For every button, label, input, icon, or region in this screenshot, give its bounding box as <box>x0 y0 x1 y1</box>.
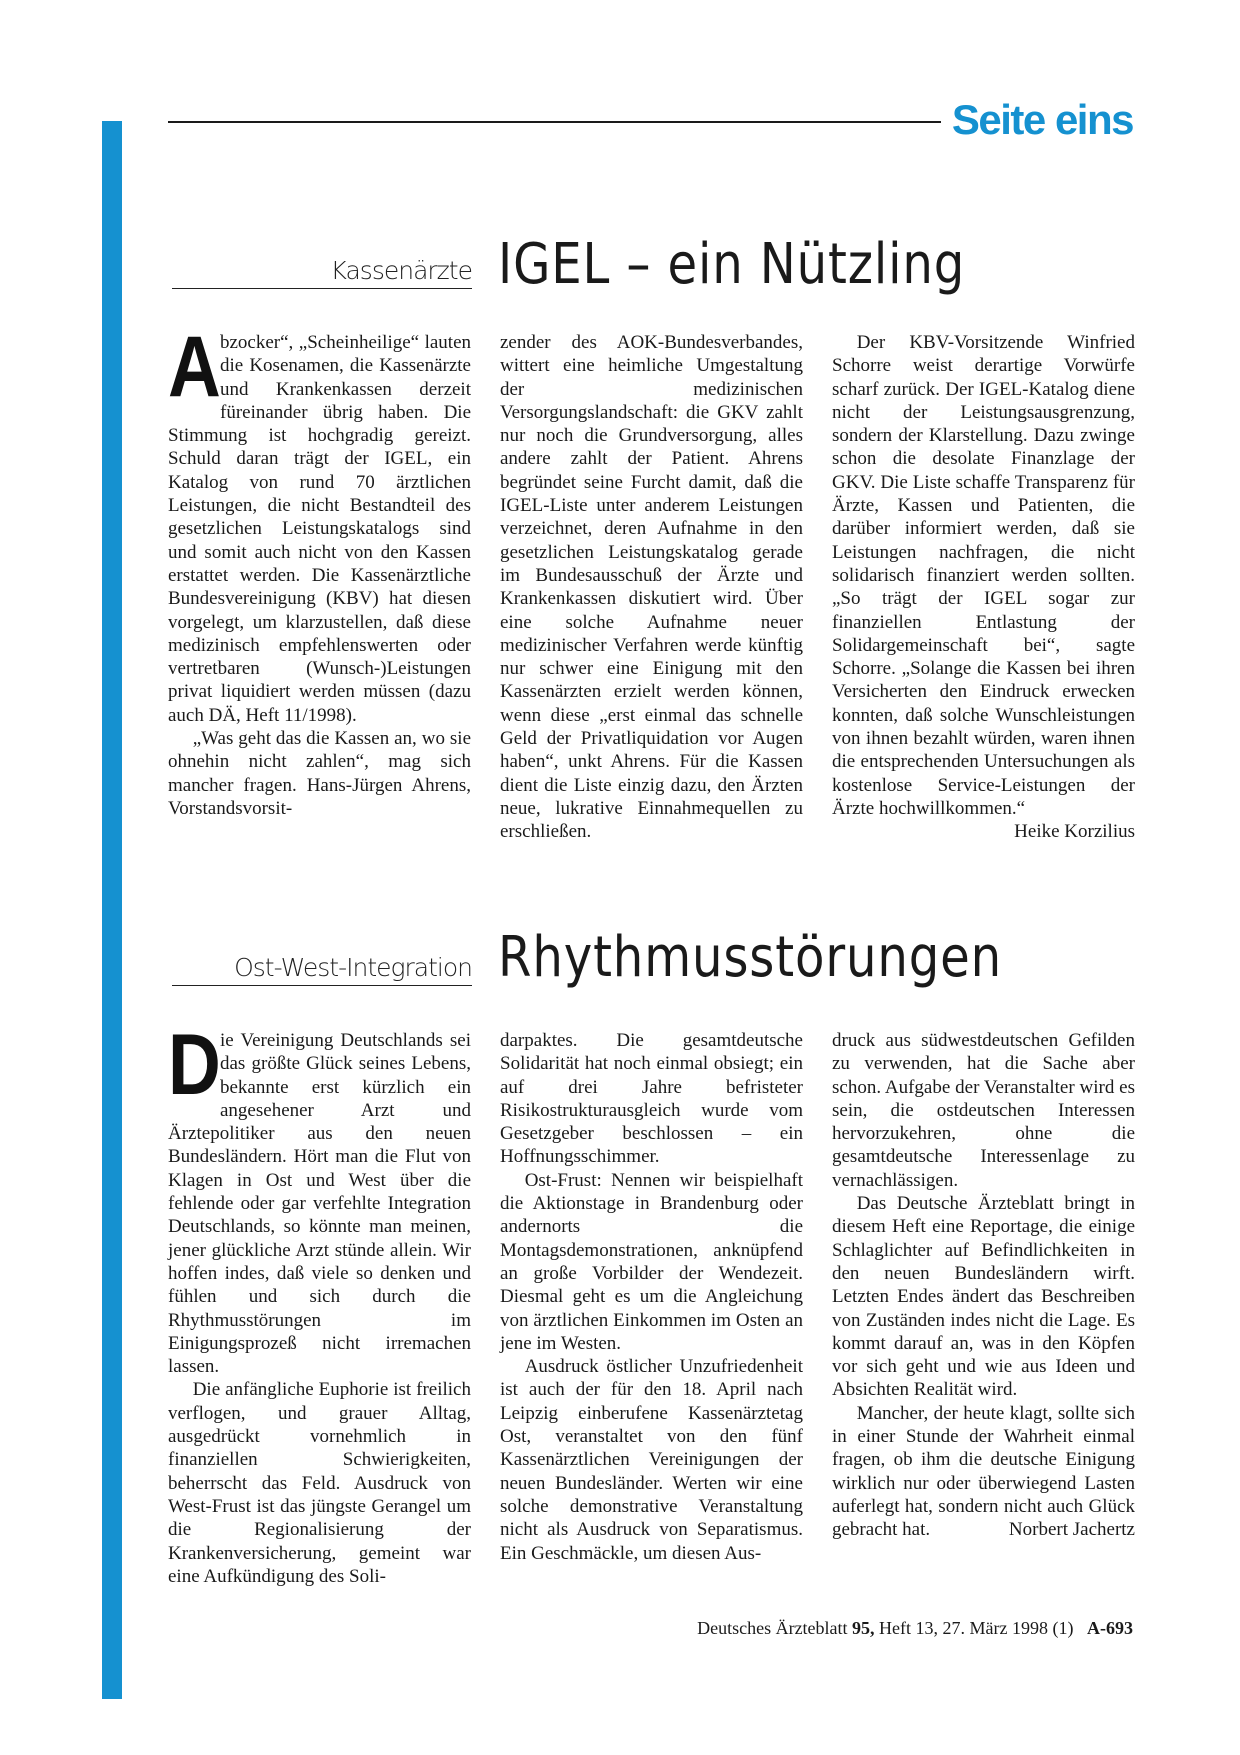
article2-paragraph: druck aus südwestdeutschen Gefilden zu verwenden, hat die Sache aber schon. Aufgabe der Veranstalter wird es sein, die ostdeutschen Interessen hervorzukehren, ohne die gesamtdeutsche Interessenlage zu vernachlässigen. <box>832 1030 1135 1191</box>
article2-paragraph: Das Deutsche Ärzteblatt bringt in diesem Heft eine Reportage, die einige Schlaglichter auf Befindlichkeiten in den neuen Bundesländern wirft. Letzten Endes ändert das Beschreiben von Zuständen indes nicht die Lage. Es kommt darauf an, was in den Köpfen vor sich geht und wie aus Ideen und Absichten Realität wird. <box>832 1193 1135 1401</box>
article1-column-3 <box>832 331 1135 844</box>
article1-headline: IGEL – ein Nützling <box>498 232 966 297</box>
article1-author: Heike Korzilius <box>1014 821 1135 843</box>
article2-headline: Rhythmusstörungen <box>498 925 1003 990</box>
article2-paragraph <box>832 1402 1135 1542</box>
article2-dropcap: D <box>168 1017 221 1113</box>
article1-paragraph: „Was geht das die Kassen an, wo sie ohnehin nicht zahlen“, mag sich mancher fragen. Hans-Jürgen Ahrens, Vorstandsvorsit- <box>168 728 471 819</box>
article2-col3-text: Mancher, der heute klagt, sollte sich in einer Stunde der Wahrheit einmal fragen, ob ihm die deutsche Einigung wirklich nur oder überwiegend Lasten auferlegt hat, sondern nicht auch Glück gebracht hat. <box>832 1402 1135 1541</box>
article2-kicker: Ost-West-Integration <box>172 953 472 986</box>
article1-column-1 <box>168 319 471 820</box>
footer-volume: 95, <box>852 1618 875 1638</box>
article1-paragraph: zender des AOK-Bundesverbandes, wittert eine heimliche Umgestaltung der medizinischen Versorgungslandschaft: die GKV zahlt nur noch die Grundversorgung, alles andere zahlt der Patient. Ahrens begründet seine Furcht damit, daß die IGEL-Liste unter anderem Leistungen verzeichnet, deren Aufnahme in den gesetzlichen Leistungskatalog gerade im Bundesausschuß der Ärzte und Krankenkassen diskutiert wird. Über eine solche Aufnahme neuer medizinischer Verfahren werde künftig nur schwer eine Einigung mit den Kassenärzten erzielt werden können, wenn diese „erst einmal das schnelle Geld der Privatliquidation vor Augen haben“, unkt Ahrens. Für die Kassen dient die Liste einzig dazu, den Ärzten neue, lukrative Einnahmequellen zu erschließen. <box>500 332 803 843</box>
article2-paragraph: Ost-Frust: Nennen wir beispielhaft die Aktionstage in Brandenburg oder andernorts die Montagsdemonstrationen, anknüpfend an große Vorbilder der Wendezeit. Diesmal geht es um die Angleichung von ärztlichen Einkommen im Osten an jene im Westen. <box>500 1169 803 1354</box>
article2-column-3 <box>832 1029 1135 1542</box>
page-footer <box>697 1618 1133 1639</box>
article1-dropcap: A <box>168 319 221 415</box>
article2-paragraph: Die anfängliche Euphorie ist freilich verflogen, und grauer Alltag, ausgedrückt vornehmlich in finanziellen Schwierigkeiten, beherrscht das Feld. Ausdruck von West-Frust ist das jüngste Gerangel um die Regionalisierung der Krankenversicherung, gemeint war eine Aufkündigung des Soli- <box>168 1379 471 1587</box>
article2-author: Norbert Jachertz <box>1008 1519 1135 1541</box>
article1-paragraph <box>168 319 471 727</box>
footer-page-number: A-693 <box>1087 1618 1133 1638</box>
footer-issue: Heft 13, 27. März 1998 (1) <box>879 1618 1074 1638</box>
article2-paragraph: darpaktes. Die gesamtdeutsche Solidarität hat noch einmal obsiegt; ein auf drei Jahre befristeter Risikostrukturausgleich wurde vom Gesetzgeber beschlossen – ein Hoffnungsschimmer. <box>500 1030 803 1168</box>
section-label: Seite eins <box>951 96 1133 143</box>
article1-kicker: Kassenärzte <box>172 256 472 289</box>
article2-paragraph <box>168 1017 471 1378</box>
footer-journal: Deutsches Ärzteblatt <box>697 1618 848 1638</box>
article1-column-2 <box>500 331 803 844</box>
header-rule <box>168 121 941 123</box>
article1-paragraph <box>832 331 1135 843</box>
article1-col1-text: bzocker“, „Scheinheilige“ lauten die Kosenamen, die Kassenärzte und Krankenkassen derzeit füreinander übrig haben. Die Stimmung ist hochgradig gereizt. Schuld daran trägt der IGEL, ein Katalog von rund 70 ärztlichen Leistungen, die nicht Bestandteil des gesetzlichen Leistungskatalogs sind und somit auch nicht von den Kassen erstattet werden. Die Kassenärztliche Bundesvereinigung (KBV) hat diesen vorgelegt, um klarzustellen, daß diese medizinisch empfehlenswerten oder vertretbaren (Wunsch-)Leistungen privat liquidiert werden müssen (dazu auch DÄ, Heft 11/1998). <box>168 332 471 726</box>
article2-column-2 <box>500 1029 803 1565</box>
article2-col1-text: ie Vereinigung Deutschlands sei das größte Glück seines Lebens, bekannte erst kürzlich ein angesehener Arzt und Ärztepolitiker aus den neuen Bundesländern. Hört man die Flut von Klagen in Ost und West über die fehlende oder gar verfehlte Integration Deutschlands, so könnte man meinen, jener glückliche Arzt stünde allein. Wir hoffen indes, daß viele so denken und fühlen und sich durch die Rhythmusstörungen im Einigungsprozeß nicht irremachen lassen. <box>168 1030 471 1378</box>
article2-paragraph: Ausdruck östlicher Unzufriedenheit ist auch der für den 18. April nach Leipzig einberufene Kassenärztetag Ost, veranstaltet von den fünf Kassenärztlichen Vereinigungen der neuen Bundesländer. Werten wir eine solche demonstrative Veranstaltung nicht als Ausdruck von Separatismus. Ein Geschmäckle, um diesen Aus- <box>500 1356 803 1564</box>
article1-col3-text: Der KBV-Vorsitzende Winfried Schorre weist derartige Vorwürfe scharf zurück. Der IGEL-Katalog diene nicht der Leistungsausgrenzung, sondern der Klarstellung. Dazu zwinge schon die desolate Finanzlage der GKV. Die Liste schaffe Transparenz für Ärzte, Kassen und Patienten, die darüber informiert werden, daß sie Leistungen nachfragen, die nicht solidarisch finanziert werden sollten. „So trägt der IGEL sogar zur finanziellen Entlastung der Solidargemeinschaft bei“, sagte Schorre. „Solange die Kassen bei ihren Versicherten den Eindruck erwecken konnten, daß solche Wunschleistungen von ihnen bezahlt würden, waren ihnen die entsprechenden Untersuchungen als kostenlose Service-Leistungen der Ärzte hochwillkommen.“ <box>832 332 1135 819</box>
article2-column-1 <box>168 1017 471 1588</box>
accent-sidebar <box>102 121 122 1699</box>
